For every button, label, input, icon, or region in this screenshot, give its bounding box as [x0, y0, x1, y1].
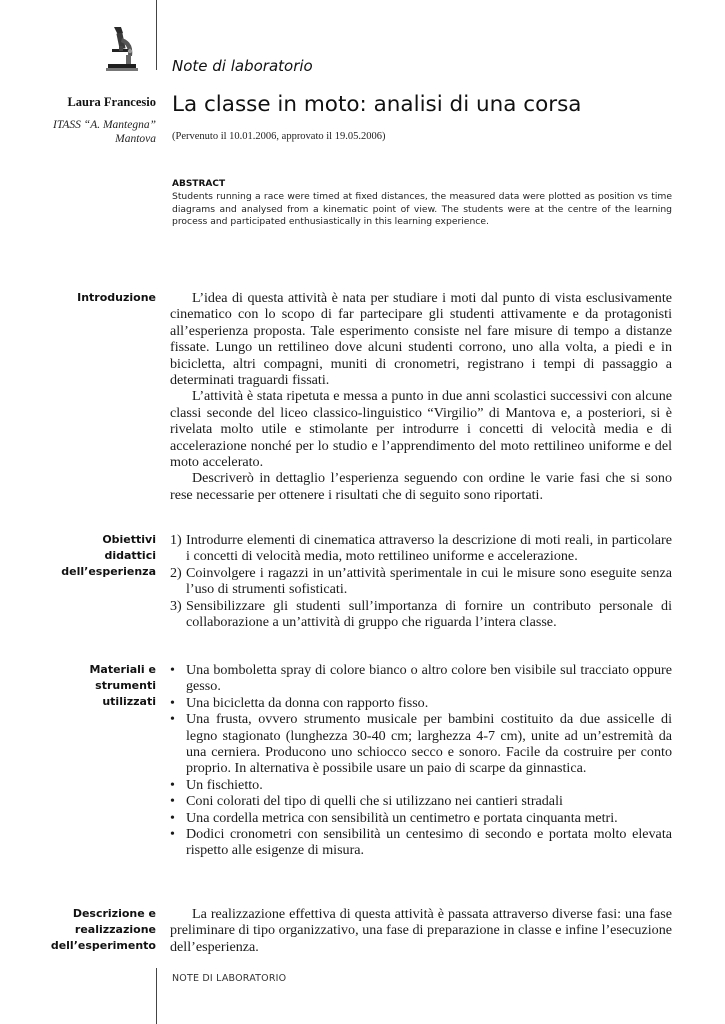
- article-dates: (Pervenuto il 10.01.2006, approvato il 19.05.2006): [172, 131, 386, 142]
- list-item: [170, 810, 672, 826]
- descrizione-body: [170, 906, 672, 955]
- list-item-text: Coni colorati del tipo di quelli che si utilizzano nei cantieri stradali: [186, 793, 563, 810]
- heading-descrizione-line-3: dell’esperimento: [50, 939, 156, 952]
- margin-rule-bottom: [156, 968, 157, 1024]
- heading-materiali-line-1: Materiali e: [89, 663, 156, 676]
- list-item-text: Introdurre elementi di cinematica attraverso la descrizione di moti reali, in particolare i concetti di velocità media, moto rettilineo uniforme e accelerazione.: [186, 532, 672, 565]
- materiali-list: [170, 662, 672, 859]
- heading-materiali-line-2: strumenti: [95, 679, 156, 692]
- heading-descrizione-line-1: Descrizione e: [72, 907, 156, 920]
- heading-obiettivi: [61, 532, 156, 580]
- heading-materiali-line-3: utilizzati: [102, 695, 156, 708]
- list-item-text: Dodici cronometri con sensibilità un centesimo di secondo e portata molto elevata rispetto alle esigenze di misura.: [186, 826, 672, 859]
- heading-introduzione: Introduzione: [77, 291, 156, 304]
- list-item: [170, 711, 672, 777]
- list-item-text: Una bomboletta spray di colore bianco o altro colore ben visibile sul tracciato oppure gesso.: [186, 662, 672, 695]
- affiliation-line-1: ITASS “A. Mantegna”: [53, 119, 156, 131]
- list-item-text: Una frusta, ovvero strumento musicale per bambini costituito da due assicelle di legno stagionato (lunghezza 30-40 cm; larghezza 4-7 cm), unite ad un’estremità da una cerniera. Producono uno schiocco secco e sonoro. Facile da costruire per conto proprio. In alternativa è possibile usare un paio di scarpe da ginnastica.: [186, 711, 672, 777]
- obiettivi-body: [170, 532, 672, 630]
- article-title: La classe in moto: analisi di una corsa: [172, 92, 582, 117]
- author-name: Laura Francesio: [67, 95, 156, 109]
- running-footer: NOTE DI LABORATORIO: [172, 973, 287, 984]
- margin-rule-top: [156, 0, 157, 70]
- list-item: [170, 662, 672, 695]
- list-item: [170, 793, 672, 809]
- microscope-icon: [104, 24, 140, 72]
- list-item-text: Un fischietto.: [186, 776, 263, 793]
- bullet-icon: •: [170, 711, 175, 728]
- intro-paragraph-2: L’attività è stata ripetuta e messa a punto in due anni scolastici successivi con alcune classi seconde del liceo classico-linguistico “Virgilio” di Mantova e, a posteriori, si è rivelata molto utile e stimolante per introdurre i concetti di velocità media e di accelerazione nonché per lo studio e l’apprendimento del moto rettilineo uniforme e del moto accelerato.: [170, 388, 672, 471]
- list-item: [170, 695, 672, 711]
- bullet-icon: •: [170, 809, 175, 826]
- list-item: [170, 532, 672, 565]
- heading-materiali: [89, 662, 156, 710]
- bullet-icon: •: [170, 793, 175, 810]
- bullet-icon: •: [170, 662, 175, 678]
- list-number: 3): [170, 597, 182, 614]
- heading-descrizione: [51, 906, 156, 954]
- heading-descrizione-line-2: realizzazione: [74, 923, 156, 936]
- heading-obiettivi-line-3: dell’esperienza: [61, 565, 156, 578]
- list-item-text: Una cordella metrica con sensibilità un centimetro e portata cinquanta metri.: [186, 809, 618, 826]
- list-number: 1): [170, 532, 182, 548]
- list-item-text: Una bicicletta da donna con rapporto fisso.: [186, 694, 429, 711]
- bullet-icon: •: [170, 694, 175, 711]
- bullet-icon: •: [170, 826, 175, 843]
- list-item: [170, 565, 672, 598]
- section-label: Note di laboratorio: [172, 57, 313, 75]
- list-item: [170, 777, 672, 793]
- list-item: [170, 826, 672, 859]
- abstract-text: Students running a race were timed at fixed distances, the measured data were plotted as position vs time diagrams and analysed from a kinematic point of view. The students were at the centre of the learning process and participated enthusiastically in this learning experience.: [172, 191, 672, 227]
- author-affiliation: [53, 118, 156, 146]
- list-item-text: Sensibilizzare gli studenti sull’importanza di fornire un contributo personale di collaborazione a un’attività di gruppo che riguarda l’intera classe.: [186, 597, 672, 631]
- materiali-body: [170, 662, 672, 859]
- obiettivi-list: [170, 532, 672, 630]
- descrizione-paragraph: La realizzazione effettiva di questa attività è passata attraverso diverse fasi: una fase preliminare di tipo organizzativo, una fase di preparazione in classe e infine l’esecuzione dell’esperienza.: [170, 906, 672, 955]
- list-item-text: Coinvolgere i ragazzi in un’attività sperimentale in cui le misure sono eseguite senza l’uso di strumenti sofisticati.: [186, 564, 672, 598]
- abstract-heading: ABSTRACT: [172, 179, 226, 189]
- list-number: 2): [170, 564, 182, 581]
- affiliation-line-2: Mantova: [115, 133, 156, 145]
- heading-obiettivi-line-2: didattici: [104, 549, 156, 562]
- heading-obiettivi-line-1: Obiettivi: [102, 533, 156, 546]
- bullet-icon: •: [170, 776, 175, 793]
- intro-paragraph-1: L’idea di questa attività è nata per studiare i moti dal punto di vista esclusivamente cinematico con lo scopo di far partecipare gli studenti attivamente e da protagonisti all’esperienza proposta. Tale esperimento consiste nel fare misure di tempo a distanze fissate. Lungo un rettilineo dove alcuni studenti corrono, uno alla volta, a piedi e in bicicletta, altri compagni, muniti di cronometri, registrano i tempi di passaggio a determinati traguardi fissati.: [170, 290, 672, 389]
- list-item: [170, 598, 672, 631]
- introduzione-body: [170, 290, 672, 503]
- intro-paragraph-3: Descriverò in dettaglio l’esperienza seguendo con ordine le varie fasi che si sono rese necessarie per ottenere i risultati che di seguito sono riportati.: [170, 470, 672, 503]
